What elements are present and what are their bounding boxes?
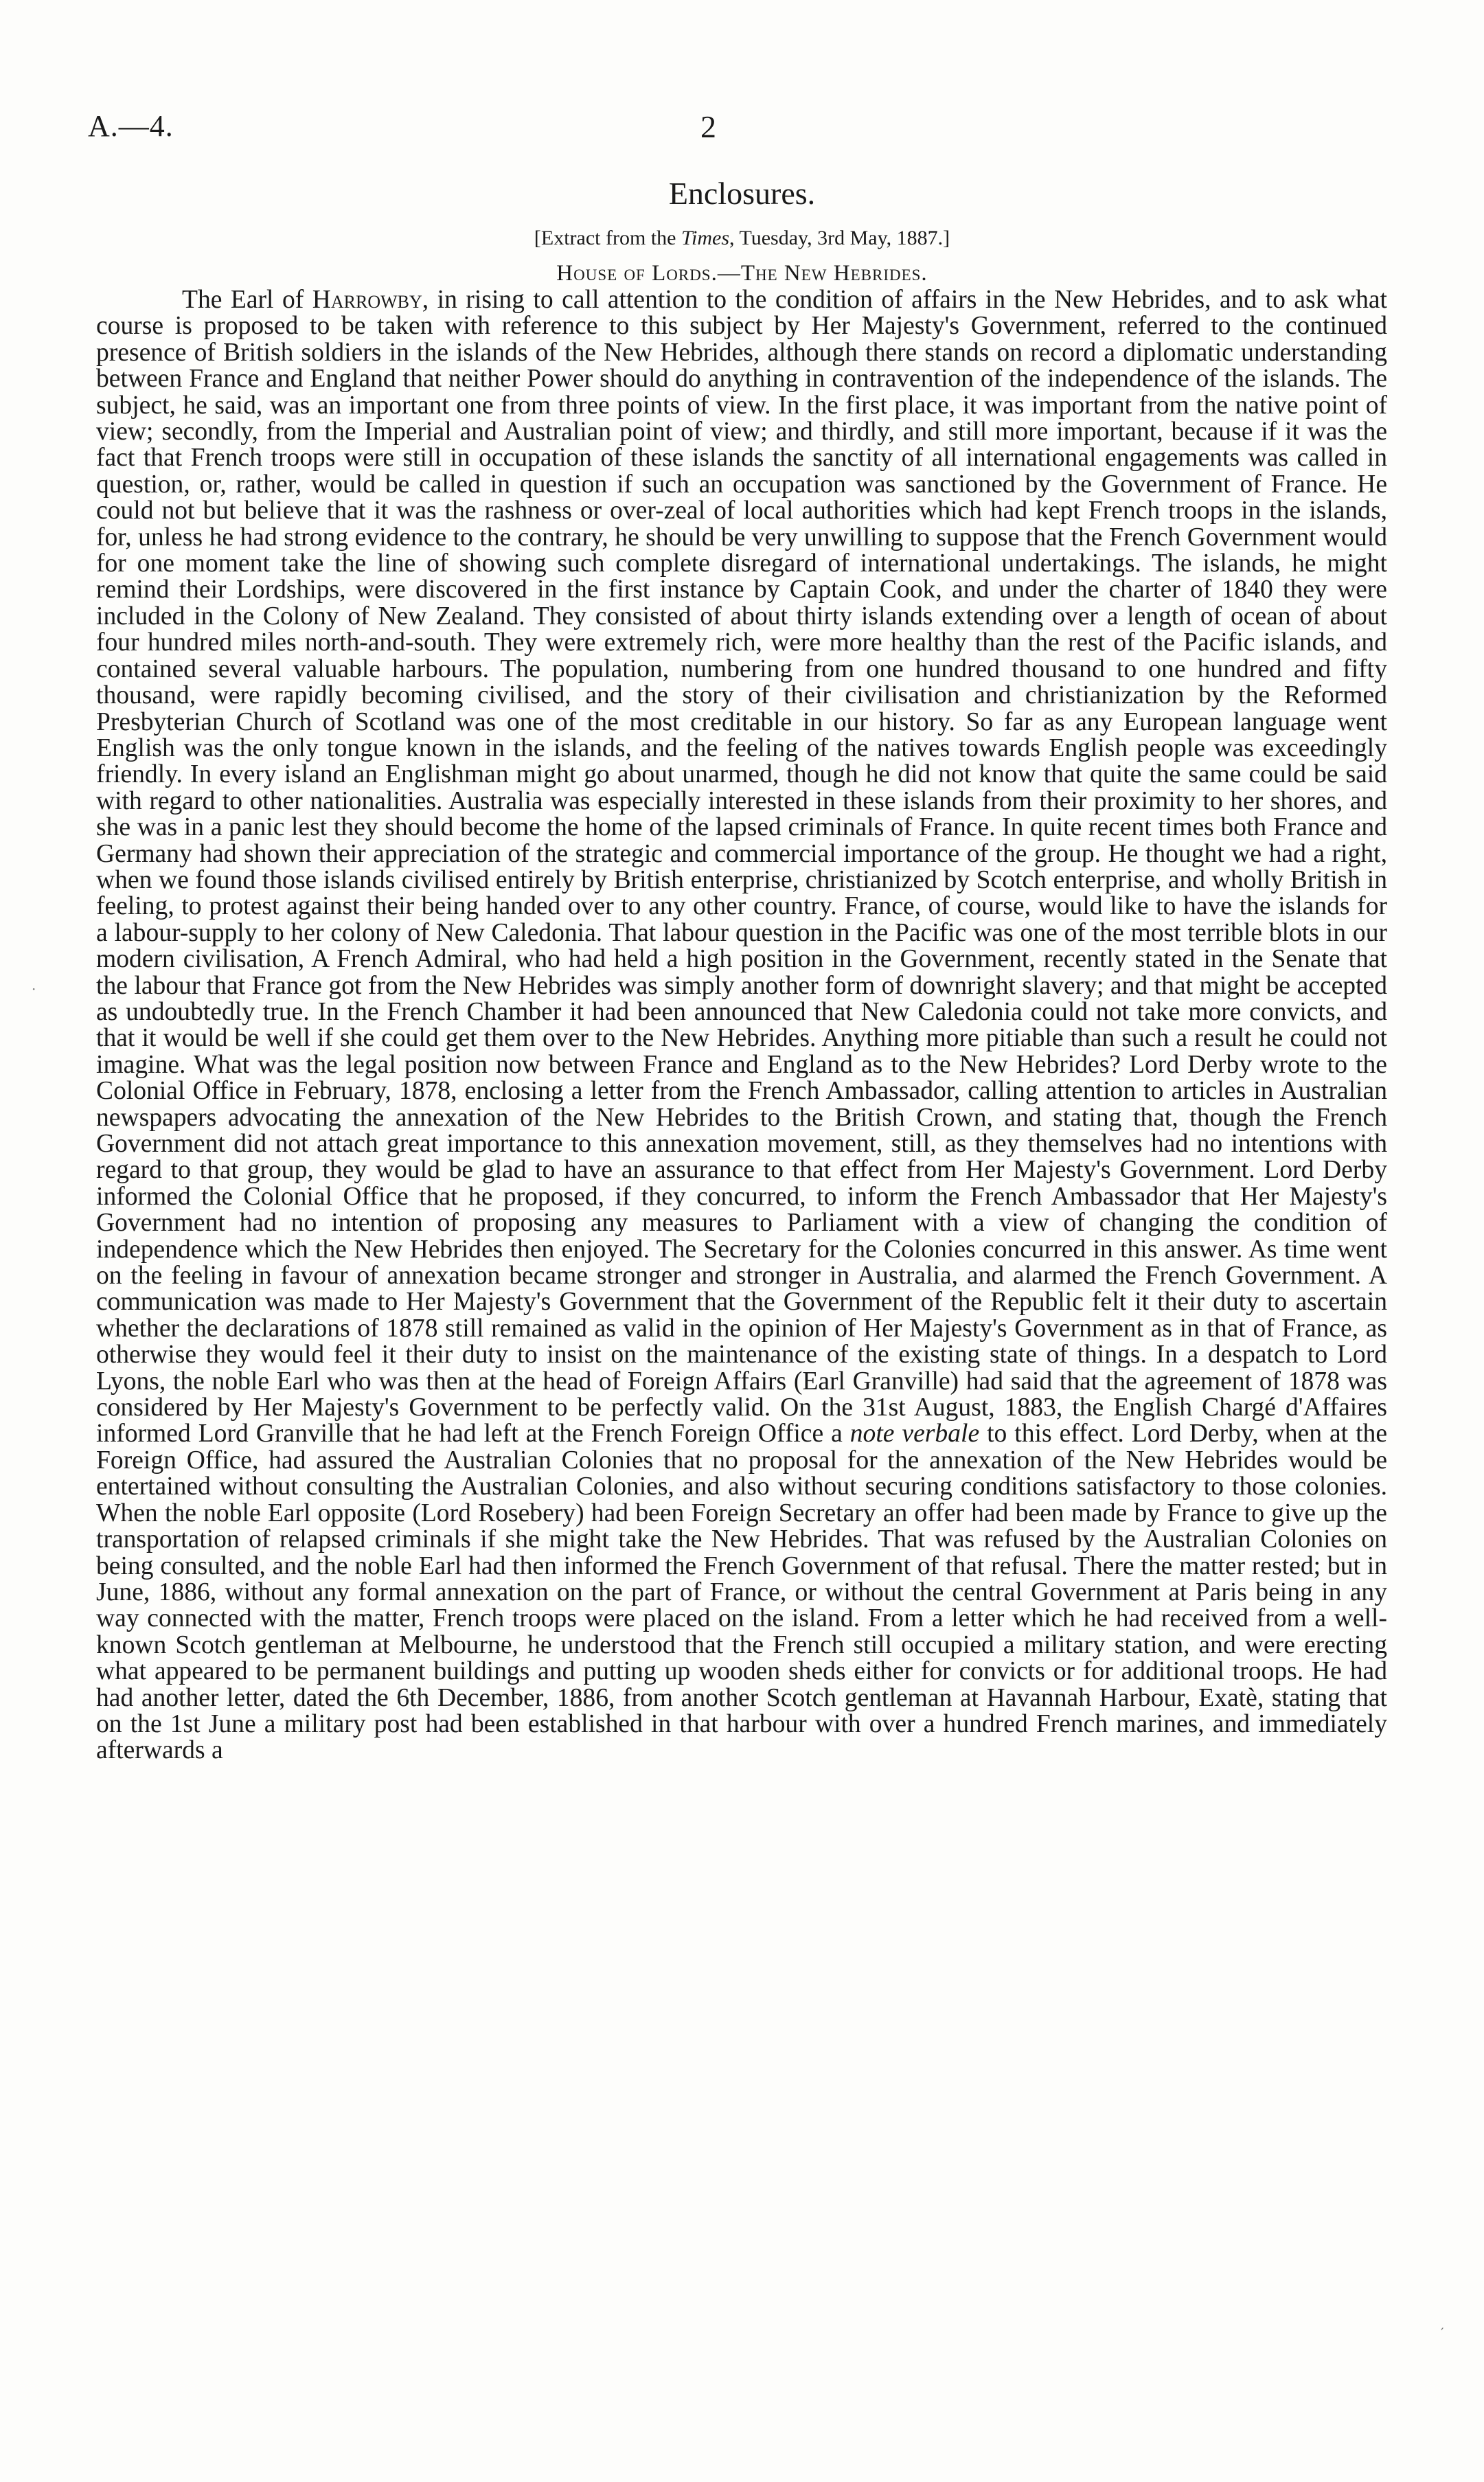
body-part-1: , in rising to call attention to the condition of affairs in the New Hebrides, and to ask what course is proposed to be taken with reference to this subject by Her Majesty's Government, referred to the continued presence of British soldiers in the islands of the New Hebrides, although there stands on record a diplomatic understanding between France and England that neither Power should do anything in contravention of the independence of the islands. The subject, he said, was an important one from three points of view. In the first place, it was important from the native point of view; secondly, from the Imperial and Australian point of view; and thirdly, and still more important, because if it was the fact that French troops were still in occupation of these islands the sanctity of all international engagements was called in question, or, rather, would be called in question if such an occupation was sanctioned by the Government of France. He could not but believe that it was the rashness or over-zeal of local authorities which had kept French troops in the islands, for, unless he had strong evidence to the contrary, he should be very unwilling to suppose that the French Government would for one moment take the line of showing such complete disregard of international undertakings. The islands, he might remind their Lordships, were discovered in the first instance by Captain Cook, and under the charter of 1840 they were included in the Colony of New Zealand. They consisted of about thirty islands extending over a length of ocean of about four hundred miles north-and-south. They were extremely rich, were more healthy than the rest of the Pacific islands, and contained several valuable harbours. The population, numbering from one hundred thousand to one hundred and fifty thousand, were rapidly becoming civilised, and the story of their civilisation and christianization by the Reformed Presbyterian Church of Scotland was one of the most creditable in our history. So far as any European language went English was the only tongue known in the islands, and the feeling of the natives towards English people was exceedingly friendly. In every island an Englishman might go about unarmed, though he did not know that quite the same could be said with regard to other nationalities. Australia was especially interested in these islands from their proximity to her shores, and she was in a panic lest they should become the home of the lapsed criminals of France. In quite recent times both France and Germany had shown their appreciation of the strategic and commercial importance of the group. He thought we had a right, when we found those islands civilised entirely by British enterprise, christianized by Scotch enterprise, and wholly British in feeling, to protest against their being handed over to any other country. France, of course, would like to have the islands for a labour-supply to her colony of New Caledonia. That labour question in the Pacific was one of the most terrible blots in our modern civilisation, A French Admiral, who had held a high position in the Government, recently stated in the Senate that the labour that France got from the New Hebrides was simply another form of downright slavery; and that might be accepted as undoubtedly true. In the French Chamber it had been announced that New Caledonia could not take more convicts, and that it would be well if she could get them over to the New Hebrides. Anything more pitiable than such a result he could not imagine. What was the legal position now between France and England as to the New Hebrides? Lord Derby wrote to the Colonial Office in February, 1878, enclosing a letter from the French Ambassador, calling attention to articles in Australian newspapers advocating the annexation of the New Hebrides to the British Crown, and stating that, though the French Government did not attach great importance to this annexation movement, still, as they themselves had no intentions with regard to that group, they would be glad to have an assurance to that effect from Her Majesty's Government. Lord Derby informed the Colonial Office that he proposed, if they concurred, to inform the French Ambassador that Her Majesty's Government had no intention of proposing any measures to Parliament with a view of changing the condition of independence which the New Hebrides then enjoyed. The Secretary for the Colonies concurred in this answer. As time went on the feeling in favour of annexation became stronger and stronger in Australia, and alarmed the French Government. A communication was made to Her Majesty's Government that the Government of the Republic felt it their duty to ascertain whether the declarations of 1878 still remained as valid in the opinion of Her Majesty's Government as in that of France, as otherwise they would feel it their duty to insist on the maintenance of the existing state of things. In a despatch to Lord Lyons, the noble Earl who was then at the head of Foreign Affairs (Earl Granville) had said that the agreement of 1878 was considered by Her Majesty's Government to be perfectly valid. On the 31st August, 1883, the English Chargé d'Affaires informed Lord Granville that he had left at the French Foreign Office a	[96, 286, 1387, 1448]
extract-prefix: [Extract from the	[534, 227, 681, 249]
extract-suffix: , Tuesday, 3rd May, 1887.]	[729, 227, 950, 249]
page-title: Enclosures.	[668, 176, 816, 211]
body-intro: The Earl of	[182, 286, 312, 314]
body-note-verbale: note verbale	[849, 1420, 980, 1448]
margin-tick: ′	[1441, 2325, 1444, 2341]
body-part-2: to this effect. Lord Derby, when at the Foreign Office, had assured the Australian Colonies that no proposal for the annexation of the New Hebrides would be entertained without consulting the Australian Colonies, and also without securing conditions satisfactory to those colonies. When the noble Earl opposite (Lord Rosebery) had been Foreign Secretary an offer had been made by France to give up the transportation of relapsed criminals if she might take the New Hebrides. That was refused by the Australian Colonies on being consulted, and the noble Earl had then informed the French Government of that refusal. There the matter rested; but in June, 1886, without any formal annexation on the part of France, or without the central Government at Paris being in any way connected with the matter, French troops were placed on the island. From a letter which he had received from a well-known Scotch gentleman at Melbourne, he understood that the French still occupied a military station, and were erecting what appeared to be permanent buildings and putting up wooden sheds either for convicts or for additional troops. He had had another letter, dated the 6th December, 1886, from another Scotch gentleman at Havannah Harbour, Exatè, stating that on the 1st June a military post had been established in that harbour with over a hundred French marines, and immediately afterwards a	[96, 1420, 1387, 1765]
extract-newspaper: Times	[681, 227, 729, 249]
body-paragraph	[96, 287, 1387, 1764]
speaker-name: Harrowby	[312, 286, 422, 314]
margin-dot: ·	[32, 981, 36, 997]
section-heading: House of Lords.—The New Hebrides.	[556, 261, 928, 286]
extract-source-line	[0, 227, 1484, 250]
document-reference: A.—4.	[88, 109, 174, 143]
page-number: 2	[700, 109, 716, 144]
